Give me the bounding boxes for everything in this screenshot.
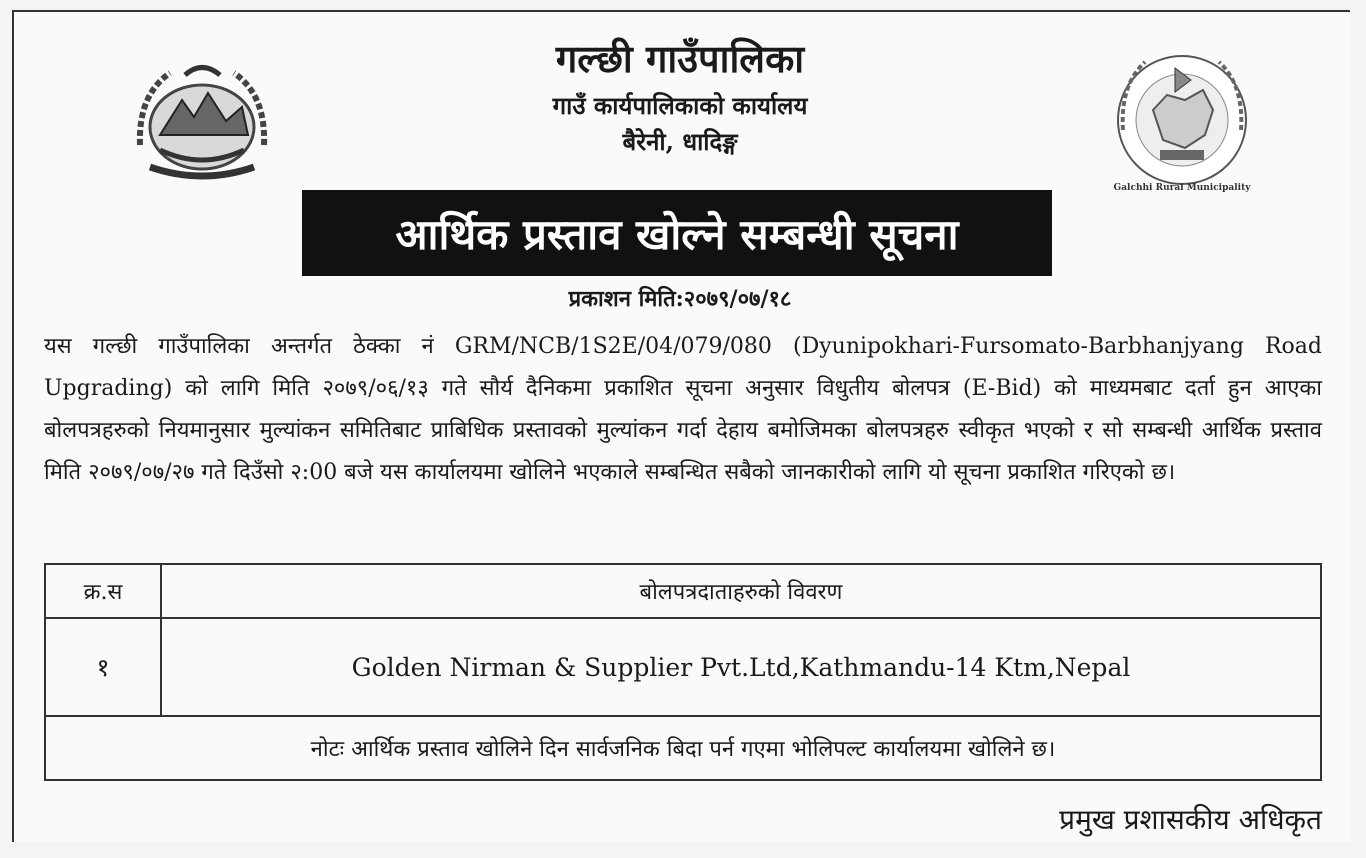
publication-date: प्रकाशन मिति:२०७९/०७/१८ [568,286,792,312]
row-serial-number: १ [45,618,161,716]
signatory-title: प्रमुख प्रशासकीय अधिकृत [1059,803,1322,836]
header-serial-number: क्र.स [45,564,161,618]
table-note: नोटः आर्थिक प्रस्ताव खोलिने दिन सार्वजनिक बिदा पर्न गएमा भोलिपल्ट कार्यालयमा खोलिने छ। [45,716,1321,780]
header [300,30,1060,160]
svg-text:Galchhi Rural Municipality: Galchhi Rural Municipality [1113,183,1251,193]
nepal-coat-of-arms-emblem [130,55,275,185]
table-row [45,618,1321,716]
table-note-row [45,716,1321,780]
galchhi-municipality-logo [1105,40,1260,200]
notice-body: यस गल्छी गाउँपालिका अन्तर्गत ठेक्का नं GRM/NCB/1S2E/04/079/080 (Dyunipokhari-Fursomato-Barbhanjyang Road Upgrading) को लागि मिति २०७९/०६/१३ गते सौर्य दैनिकमा प्रकाशित सूचना अनुसार विधुतीय बोलपत्र (E-Bid) को माध्यमबाट दर्ता हुन आएका बोलपत्रहरुको नियमानुसार मुल्यांकन समितिबाट प्राबिधिक प्रस्तावको मुल्यांकन गर्दा देहाय बमोजिमका बोलपत्रहरु स्वीकृत भएको र सो सम्बन्धी आर्थिक प्रस्ताव मिति २०७९/०७/२७ गते दिउँसो २:00 बजे यस कार्यालयमा खोलिने भएकाले सम्बन्धित सबैको जानकारीको लागि यो सूचना प्रकाशित गरिएको छ। [44,334,1322,485]
row-bidder-detail: Golden Nirman & Supplier Pvt.Ltd,Kathmandu-14 Ktm,Nepal [161,618,1321,716]
office-name: गाउँ कार्यपालिकाको कार्यालय [552,91,808,120]
header-bidder-details: बोलपत्रदाताहरुको विवरण [161,564,1321,618]
organization-name: गल्छी गाउँपालिका [555,36,805,81]
notice-title: आर्थिक प्रस्ताव खोल्ने सम्बन्धी सूचना [302,190,1052,276]
bidders-table [44,563,1322,781]
office-location: बैरेनी, धादिङ्ग [622,127,738,156]
table-header-row [45,564,1321,618]
